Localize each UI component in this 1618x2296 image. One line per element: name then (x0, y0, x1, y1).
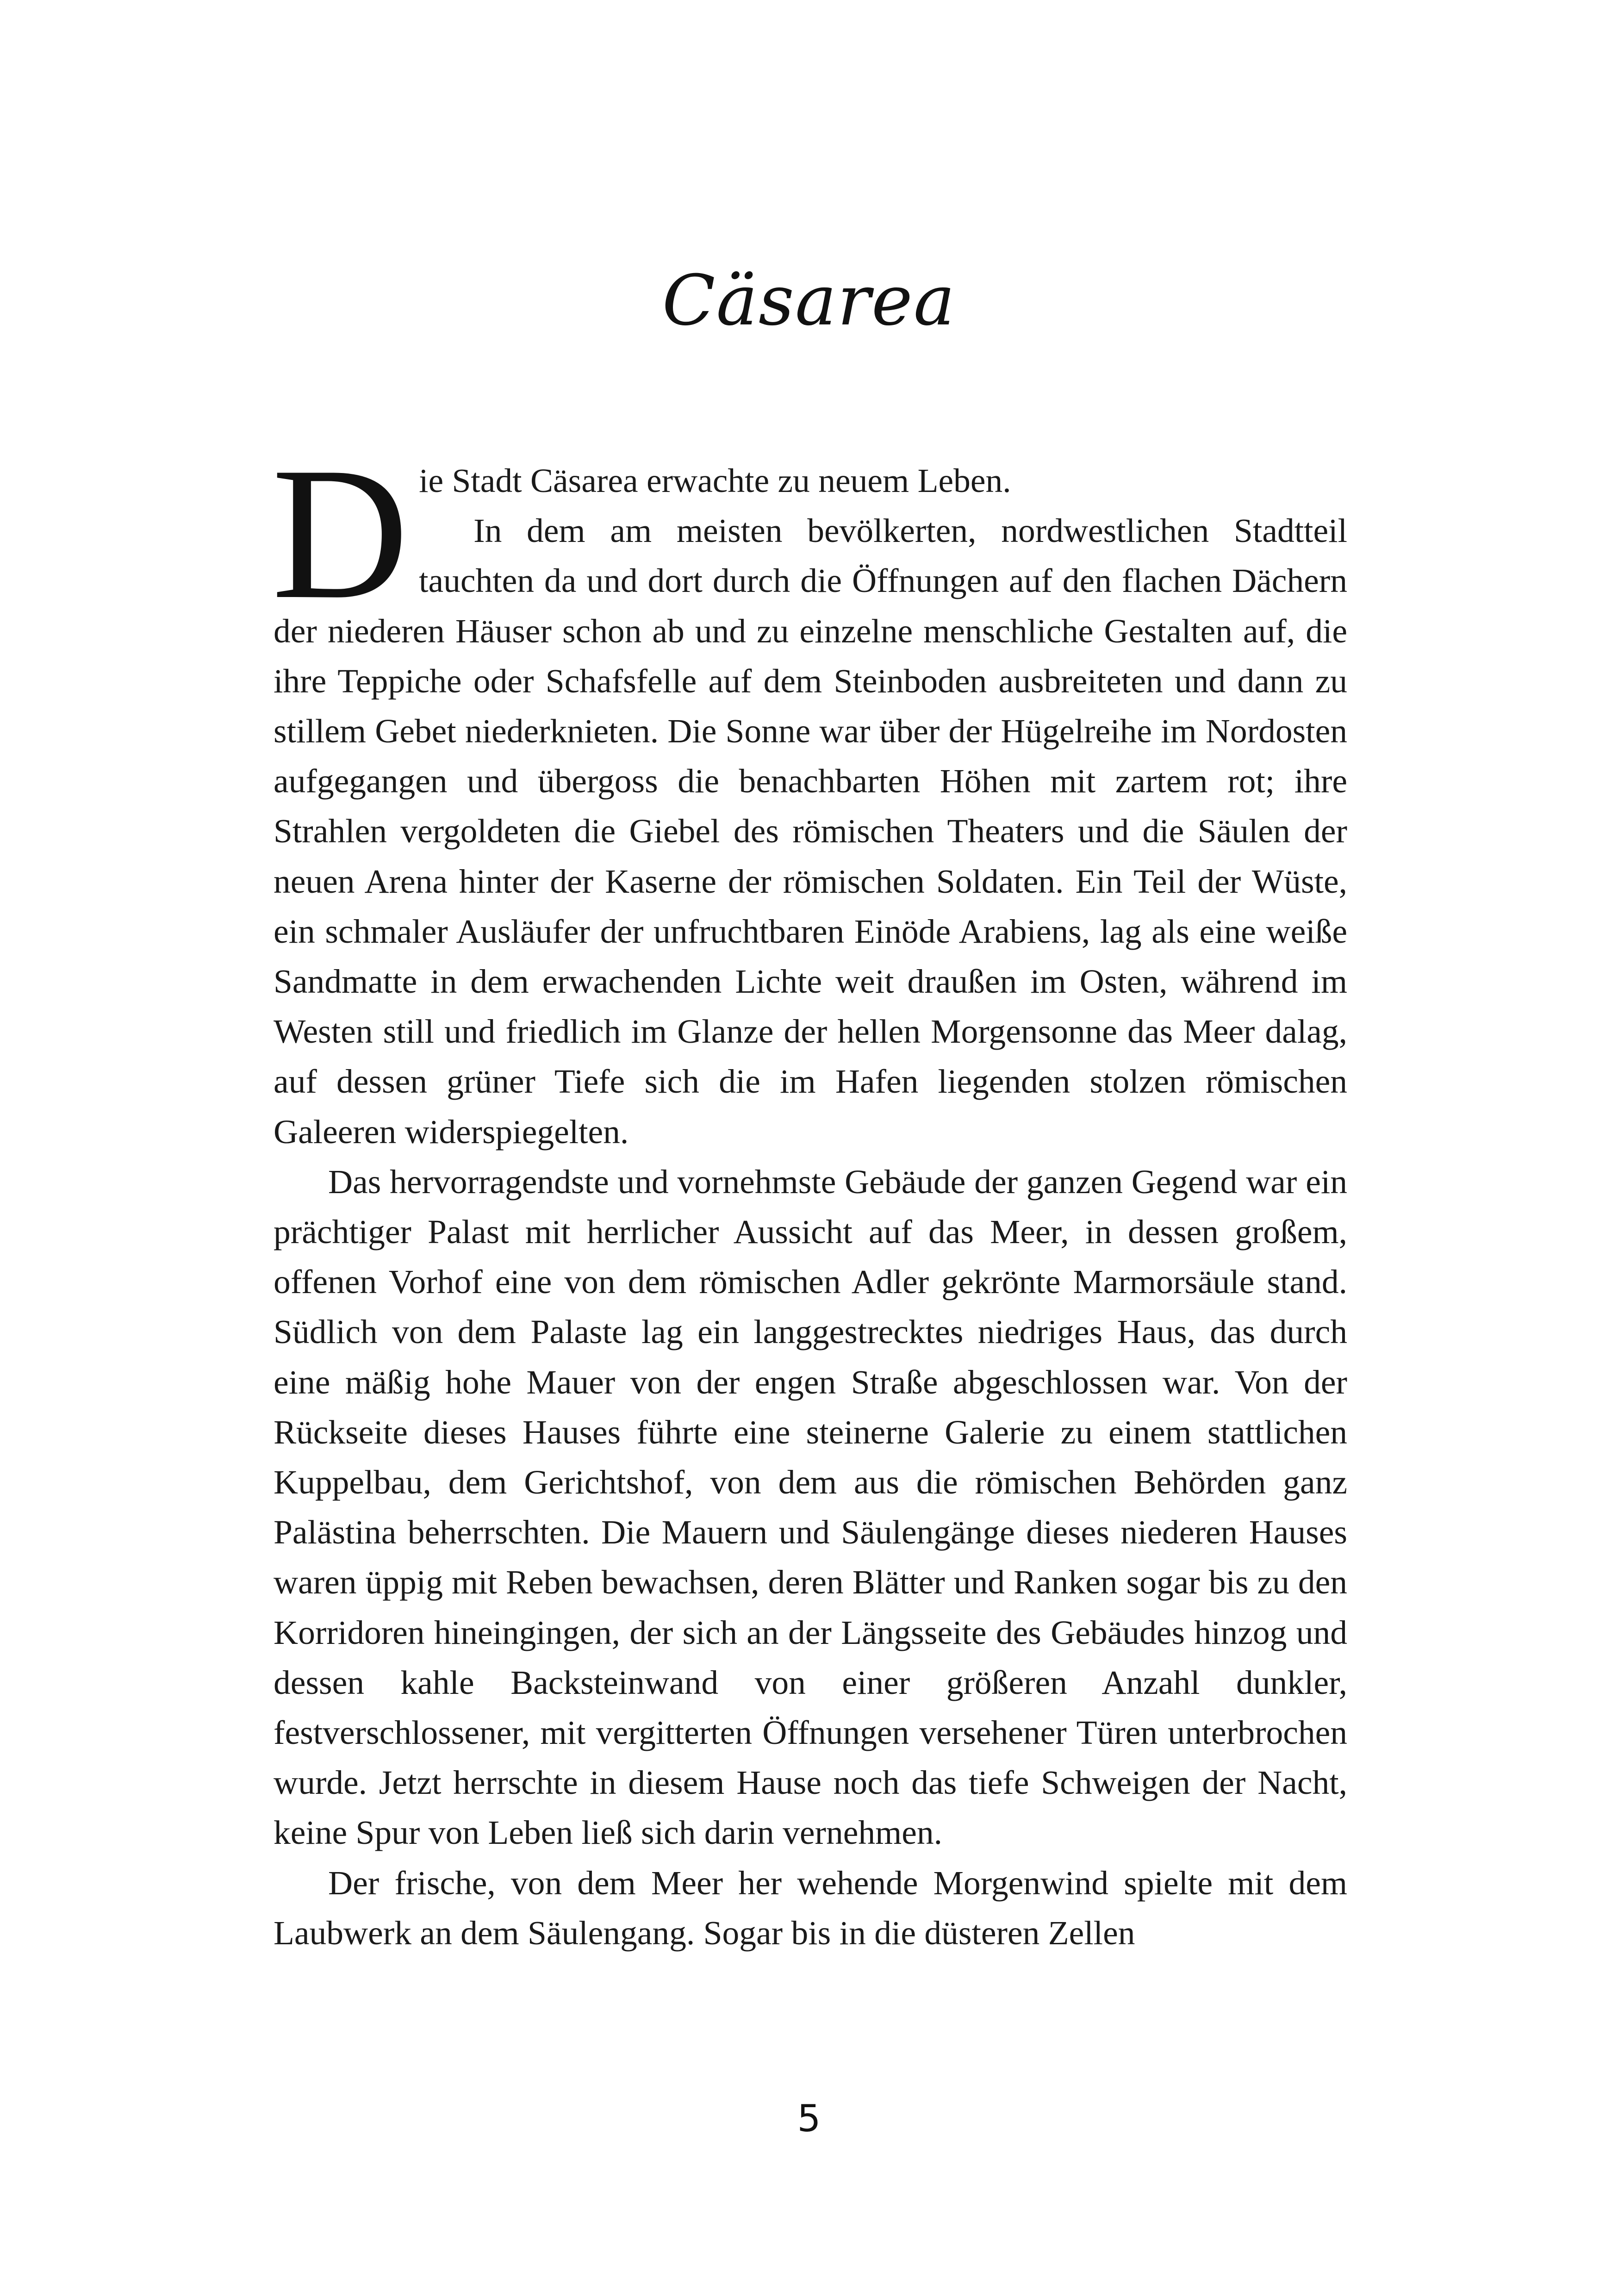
paragraph-1: In dem am meisten bevölkerten, nordwestlichen Stadtteil tauchten da und dort durch die Öffnungen auf den flachen Dächern der niederen Häuser schon ab und zu einzelne menschliche Gestalten auf, die ihre Teppiche oder Schafsfelle auf dem Steinboden ausbreiteten und dann zu stillem Gebet niederknieten. Die Sonne war über der Hügelreihe im Nordosten aufgegangen und übergoss die benachbarten Höhen mit zartem rot; ihre Strahlen vergoldeten die Giebel des römischen Theaters und die Säulen der neuen Arena hinter der Kaserne der römischen Soldaten. Ein Teil der Wüste, ein schmaler Ausläufer der unfruchtbaren Einöde Arabiens, lag als eine weiße Sandmatte in dem erwachenden Lichte weit draußen im Osten, während im Westen still und friedlich im Glanze der hellen Morgensonne das Meer dalag, auf dessen grüner Tiefe sich die im Hafen liegenden stolzen römischen Galeeren widerspiegelten. (274, 512, 1347, 1151)
body-text (272, 428, 1347, 1958)
opening-line: ie Stadt Cäsarea erwachte zu neuem Leben. (419, 462, 1011, 499)
opening-paragraph (272, 428, 1347, 1157)
chapter-title: Cäsarea (662, 261, 956, 341)
drop-cap: D (272, 428, 409, 638)
paragraph-2: Das hervorragendste und vornehmste Gebäude der ganzen Gegend war ein prächtiger Palast mit herrlicher Aussicht auf das Meer, in dessen großem, offenen Vorhof eine von dem römischen Adler gekrönte Marmorsäule stand. Südlich von dem Palaste lag ein langgestrecktes niedriges Haus, das durch eine mäßig hohe Mauer von der engen Straße abgeschlossen war. Von der Rückseite dieses Hauses führte eine steinerne Galerie zu einem stattlichen Kuppelbau, dem Gerichtshof, von dem aus die römischen Behörden ganz Palästina beherrschten. Die Mauern und Säulengänge dieses niederen Hauses waren üppig mit Reben bewachsen, deren Blätter und Ranken sogar bis zu den Korridoren hineingingen, der sich an der Längsseite des Gebäudes hinzog und dessen kahle Backsteinwand von einer größeren Anzahl dunkler, festverschlossener, mit vergitterten Öffnungen versehener Türen unterbrochen wurde. Jetzt herrschte in diesem Hause noch das tiefe Schweigen der Nacht, keine Spur von Leben ließ sich darin vernehmen. (274, 1163, 1347, 1852)
page-number: 5 (797, 2097, 821, 2140)
paragraph-3: Der frische, von dem Meer her wehende Morgenwind spielte mit dem Laubwerk an dem Säulengang. Sogar bis in die düsteren Zellen (274, 1864, 1347, 1952)
